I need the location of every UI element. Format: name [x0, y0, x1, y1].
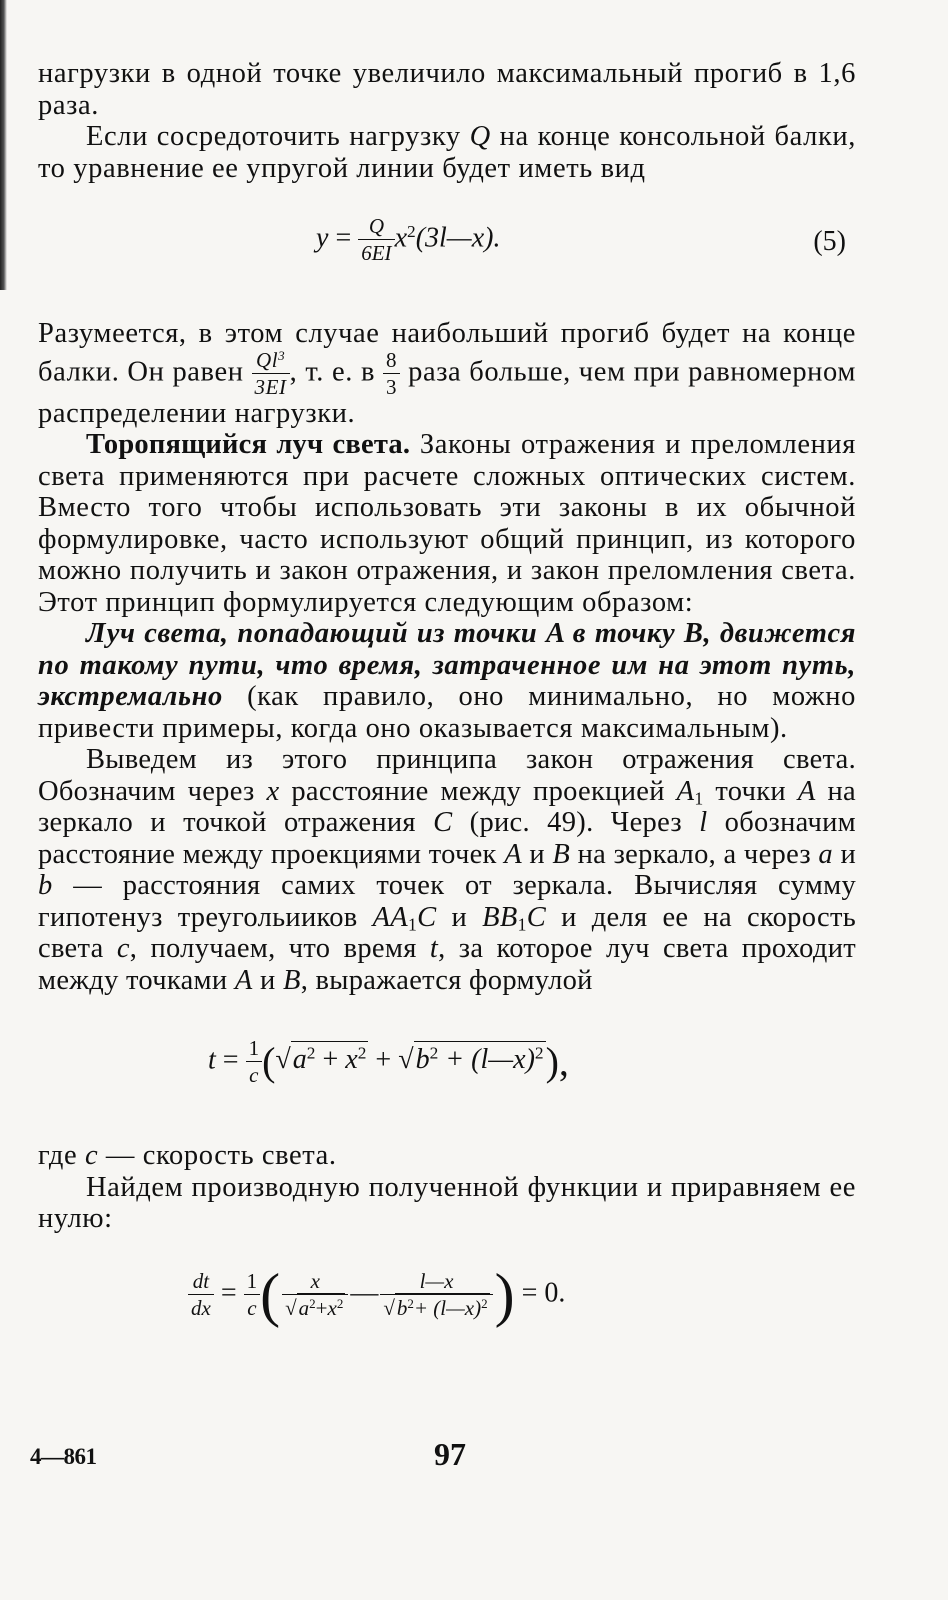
p6-t9: и [832, 838, 856, 870]
book-page [38, 58, 856, 1331]
page-number: 97 [434, 1436, 466, 1472]
eqd-close-paren: ) [494, 1261, 515, 1328]
eqd-sqrt-2-arg [395, 1293, 490, 1320]
p6-BB1C-sub: 1 [517, 913, 527, 934]
equation-number: (5) [813, 226, 846, 257]
eq5-lhs: y [316, 222, 329, 254]
p6-AA1C-sub: 1 [408, 913, 418, 934]
p6-l: l [699, 807, 708, 838]
eqt-den: c [249, 1063, 259, 1087]
p6-C: C [433, 807, 453, 838]
p6-A3: A [234, 964, 253, 996]
paragraph-5 [38, 618, 856, 744]
f1-num-text: Ql [255, 347, 279, 372]
p7-c: c [84, 1140, 99, 1171]
eq5-num: Q [358, 216, 394, 240]
paragraph-3 [38, 318, 856, 429]
p6-a: a [818, 838, 833, 870]
p6-AA1C-end: C [417, 901, 437, 933]
eqd-equals: = [213, 1276, 244, 1308]
p7-text-b: — скорость света. [98, 1140, 337, 1171]
paragraph-6 [38, 744, 856, 996]
p6-A1: A [676, 775, 695, 807]
eq5-x: x [394, 222, 407, 254]
principle-italic: Луч света, попадающий из точки A в точку B, движется по такому пути, что время, затраченное им на этот путь, экстремально [38, 618, 856, 712]
radical-sign-2: √ [398, 1044, 414, 1076]
eqd-tail: = 0. [514, 1276, 566, 1308]
p6-t14: , за которое луч света проходит между точками [38, 933, 857, 996]
eqd-frac1-den [282, 1295, 348, 1319]
radical-sign-4: √ [383, 1295, 395, 1320]
eqd-b: b [396, 1295, 408, 1320]
eqd-open-paren: ( [260, 1261, 281, 1328]
inline-fraction-8-3 [383, 347, 400, 399]
eqd-frac2-num: l—x [380, 1271, 492, 1295]
p6-BB1C: BB [482, 901, 518, 933]
f2-num: 8 [383, 350, 400, 374]
p6-t13: , получаем, что время [129, 933, 430, 964]
p4-text: Законы отражения и преломления света применяются при расчете сложных оптических систем. Вместо того чтобы использовать эти законы в их обычной формулировке, часто используют общий принцип, из которого можно получить и закон отражения, и закон преломления света. Этот принцип формулируется следующим образом: [38, 429, 856, 618]
eqd-dt-dx [188, 1268, 214, 1320]
p6-B2: B [282, 964, 301, 996]
p6-x: x [266, 775, 280, 807]
eqd-dx: dx [191, 1295, 211, 1320]
p6-t8: на зеркало, а через [570, 838, 819, 870]
p6-t10: — расстояния самих точек от зеркала. Вычисляя сумму гипотенуз треугольииков [38, 870, 856, 933]
f1-den: 3EI [254, 374, 287, 399]
eqd-a-pow: 2 [309, 1295, 316, 1311]
eqd-lx-term: + (l—x) [413, 1295, 482, 1320]
eqt-plus-inner: + [315, 1044, 346, 1076]
equation-time [38, 1036, 856, 1106]
p2-Q: Q [469, 121, 491, 152]
eqt-a-pow: 2 [306, 1043, 316, 1063]
eqt-b-pow: 2 [429, 1043, 439, 1063]
f1-pow: 3 [278, 347, 286, 363]
p6-A2: A [504, 838, 522, 870]
p2-text-a: Если сосредоточить нагрузку [86, 121, 470, 152]
p6-t15: и [252, 964, 283, 996]
p6-t2: расстояние между проекцией [279, 775, 677, 807]
eqd-plus-1: + [315, 1295, 328, 1320]
eqd-c: c [247, 1295, 257, 1320]
eqd-sqrt-1 [285, 1295, 345, 1320]
p6-BB1C-end: C [526, 901, 547, 933]
eqd-one: 1 [244, 1271, 261, 1295]
page-footer [30, 1436, 910, 1476]
equation-5 [38, 210, 856, 282]
p6-t11: и [436, 901, 483, 933]
p6-c: c [116, 933, 130, 964]
radical-sign-3: √ [285, 1295, 297, 1320]
p6-t16: , выражается формулой [300, 964, 593, 996]
paragraph-2 [38, 121, 856, 184]
eqt-sqrt-1-arg [291, 1041, 369, 1075]
eqt-lhs: t [208, 1044, 216, 1076]
eq5-fraction [358, 216, 394, 264]
p6-t3: точки [703, 775, 798, 807]
paragraph-8: Найдем производную полученной функции и приравняем ее нулю: [38, 1171, 856, 1234]
paragraph-7 [38, 1140, 856, 1172]
p5-text: (как правило, оно минимально, но можно привести примеры, когда оно оказывается максимальным). [38, 681, 856, 744]
eqd-x-pow: 2 [336, 1295, 344, 1311]
p3-text-c: раза больше, чем при равномерном распределении нагрузки. [38, 356, 856, 429]
p6-t1: Выведем из этого принципа закон отражения света. Обозначим через [38, 744, 856, 807]
p2-text-b: на конце консольной балки, то уравнение ее упругой линии будет иметь вид [38, 121, 856, 184]
page-edge-shadow [0, 0, 7, 290]
eqd-dt: dt [188, 1271, 214, 1295]
p6-A1-sub: 1 [694, 787, 704, 808]
eqt-sqrt-2-arg [414, 1041, 546, 1075]
p6-B: B [552, 838, 571, 870]
eqt-x: x [345, 1044, 358, 1076]
eqt-x-pow: 2 [357, 1043, 367, 1063]
p6-t6: обозначим расстояние между проекциями точек [38, 807, 856, 870]
printer-signature: 4—861 [30, 1444, 97, 1469]
eqt-sqrt-1 [275, 1043, 368, 1076]
eqd-frac1-num: x [282, 1271, 348, 1295]
eqt-l-minus-x: + (l—x) [438, 1044, 535, 1076]
eq5-equals: = [328, 222, 359, 254]
eqd-lx-pow: 2 [481, 1295, 488, 1311]
eqt-open-paren: ( [262, 1039, 276, 1084]
eqt-plus: + [368, 1044, 399, 1076]
f1-num [252, 347, 290, 374]
f2-den: 3 [386, 374, 398, 399]
eqt-equals: = [215, 1044, 246, 1076]
p6-t7: и [521, 838, 553, 870]
eqd-minus: — [350, 1276, 379, 1308]
eqd-frac-2 [380, 1268, 492, 1320]
eqt-sqrt-2 [398, 1043, 545, 1076]
eqd-frac-1 [282, 1268, 348, 1320]
eqt-lx-pow: 2 [534, 1043, 544, 1063]
eqd-x: x [327, 1295, 337, 1320]
eqt-b: b [415, 1044, 430, 1076]
p6-t12: и деля ее на скорость света [38, 901, 856, 964]
radical-sign-1: √ [275, 1044, 291, 1076]
p6-A: A [797, 775, 816, 807]
eqd-frac2-den [380, 1295, 492, 1319]
eq5-pow: 2 [407, 221, 416, 241]
p6-t4: на зеркало и точкой отражения [38, 775, 856, 838]
p6-t: t [429, 933, 439, 964]
paragraph-1: нагрузки в одной точке увеличило максимальный прогиб в 1,6 раза. [38, 58, 856, 121]
p6-b: b [38, 870, 53, 901]
eq5-rest: (3l—x). [415, 222, 501, 254]
inline-fraction-Ql3 [252, 347, 290, 399]
paragraph-4 [38, 429, 856, 618]
eqt-one-over-c [246, 1038, 263, 1086]
p7-text-a: где [38, 1140, 85, 1171]
eqd-b-pow: 2 [407, 1295, 414, 1311]
eqd-sqrt-2 [383, 1295, 489, 1320]
eqd-sqrt-1-arg [297, 1293, 346, 1320]
p6-t5: (рис. 49). Через [452, 807, 700, 838]
eqd-a: a [298, 1295, 310, 1320]
eqt-close-paren: ), [545, 1039, 569, 1084]
eqt-num: 1 [246, 1038, 263, 1062]
eq5-den: 6EI [361, 241, 392, 265]
section-heading: Торопящийся луч света. [86, 429, 411, 460]
equation-derivative [38, 1261, 856, 1331]
p6-AA1C: AA [372, 901, 409, 933]
eqd-one-over-c [244, 1268, 261, 1320]
p3-text-a: Разумеется, в этом случае наибольший прогиб будет на конце балки. Он равен [38, 318, 856, 388]
eqt-a: a [292, 1044, 307, 1076]
p3-text-b: , т. е. в [289, 356, 383, 388]
